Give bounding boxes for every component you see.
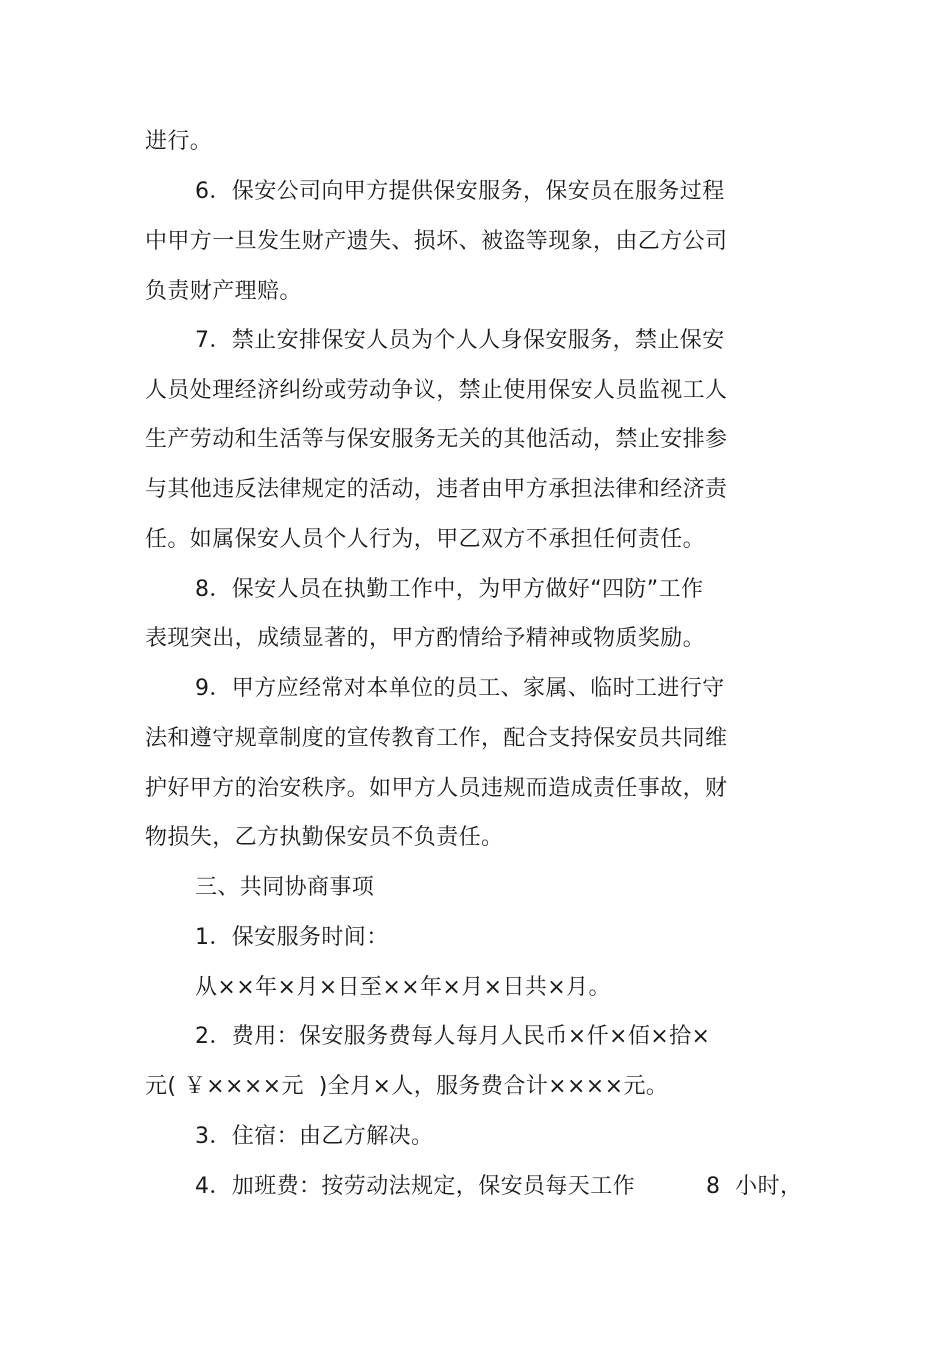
text-line: 进行。 bbox=[145, 129, 213, 154]
text-line: 7．禁止安排保安人员为个人人身保安服务，禁止保安 bbox=[195, 328, 725, 353]
text-line: 任。如属保安人员个人行为，甲乙双方不承担任何责任。 bbox=[145, 527, 706, 552]
text-line: 生产劳动和生活等与保安服务无关的其他活动，禁止安排参 bbox=[145, 427, 728, 452]
text-line: 1．保安服务时间： bbox=[195, 925, 389, 950]
text-line-tail: 8 小时， bbox=[706, 1174, 803, 1199]
text-line: 8．保安人员在执勤工作中，为甲方做好“四防”工作 bbox=[195, 577, 704, 602]
text-line: 3．住宿：由乙方解决。 bbox=[195, 1124, 434, 1149]
text-line: 护好甲方的治安秩序。如甲方人员违规而造成责任事故，财 bbox=[145, 776, 728, 801]
text-line: 中甲方一旦发生财产遗失、损坏、被盗等现象，由乙方公司 bbox=[145, 229, 728, 254]
text-line: 表现突出，成绩显著的，甲方酌情给予精神或物质奖励。 bbox=[145, 626, 706, 651]
text-line: 6．保安公司向甲方提供保安服务，保安员在服务过程 bbox=[195, 179, 725, 204]
text-line: 9．甲方应经常对本单位的员工、家属、临时工进行守 bbox=[195, 676, 725, 701]
text-line: 从××年×月×日至××年×月×日共×月。 bbox=[195, 975, 611, 1000]
text-line: 人员处理经济纠纷或劳动争议，禁止使用保安人员监视工人 bbox=[145, 378, 728, 403]
text-line: 2．费用：保安服务费每人每月人民币×仟×佰×拾× bbox=[195, 1024, 711, 1049]
text-line: 与其他违反法律规定的活动，违者由甲方承担法律和经济责 bbox=[145, 477, 728, 502]
text-line: 元( ￥××××元 )全月×人，服务费合计××××元。 bbox=[145, 1074, 669, 1099]
section-heading: 三、共同协商事项 bbox=[195, 875, 375, 900]
text-line: 物损失，乙方执勤保安员不负责任。 bbox=[145, 825, 504, 850]
text-line: 法和遵守规章制度的宣传教育工作，配合支持保安员共同维 bbox=[145, 726, 728, 751]
text-line: 负责财产理赔。 bbox=[145, 279, 302, 304]
text-line: 4．加班费：按劳动法规定，保安员每天工作 bbox=[195, 1174, 635, 1199]
